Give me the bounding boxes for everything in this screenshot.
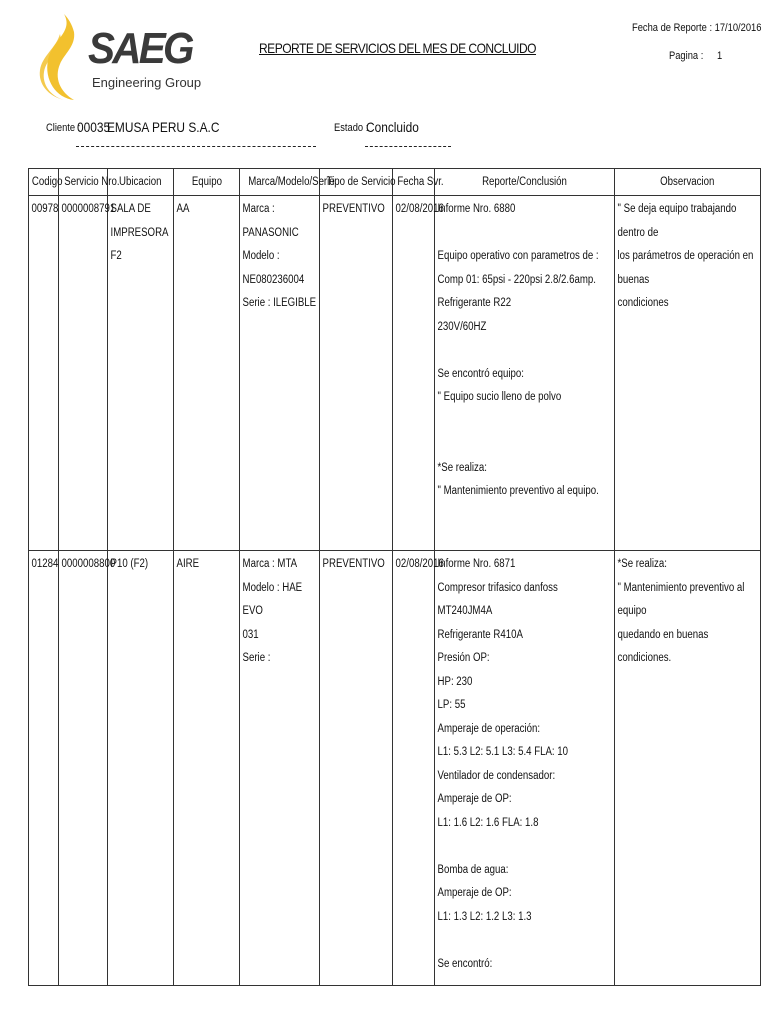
brand-tagline: Engineering Group: [92, 75, 202, 90]
page-label: Pagina :: [669, 50, 704, 62]
cell-marca: Marca : MTA Modelo : HAE EVO 031 Serie :: [240, 551, 320, 986]
column-header-fecha: Fecha Svr.: [393, 169, 435, 196]
brand-name: SAEG: [88, 24, 192, 73]
column-header-reporte: Reporte/Conclusión: [435, 169, 615, 196]
column-header-marca: Marca/Modelo/Serie: [240, 169, 320, 196]
cell-codigo: 01284: [29, 551, 59, 986]
report-date: Fecha de Reporte : 17/10/2016: [632, 22, 762, 34]
column-header-tipo: Tipo de Servicio: [320, 169, 393, 196]
column-header-observacion: Observacion: [615, 169, 761, 196]
cell-reporte: Informe Nro. 6871 Compresor trifasico danfoss MT240JM4A Refrigerante R410A Presión OP: HP: 230 LP: 55 Amperaje de operación: L1: 5.3 L2: 5.1 L3: 5.4 FLA: 10 Ventilador de condensador: Amperaje de OP: L1: 1.6 L2: 1.6 FLA: 1.8 Bomba de agua: Amperaje de OP: L1: 1.3 L2: 1.2 L3: 1.3 Se encontró:: [435, 551, 615, 986]
flame-logo-icon: [34, 12, 94, 104]
cell-servicio: 0000008791: [59, 196, 108, 551]
cell-tipo: PREVENTIVO: [320, 196, 393, 551]
client-name: EMUSA PERU S.A.C: [107, 119, 220, 135]
client-label: Cliente :: [46, 122, 81, 134]
cell-fecha: 02/08/2016: [393, 196, 435, 551]
cell-equipo: AIRE: [174, 551, 240, 986]
column-header-ubicacion: Ubicacion: [108, 169, 174, 196]
column-header-equipo: Equipo: [174, 169, 240, 196]
page-number: 1: [717, 50, 723, 62]
column-header-servicio: Servicio Nro.: [59, 169, 108, 196]
status-underline: [365, 146, 451, 147]
cell-ubicacion: SALA DE IMPRESORA F2: [108, 196, 174, 551]
table-row: [29, 551, 761, 986]
cell-codigo: 00978: [29, 196, 59, 551]
cell-reporte: Informe Nro. 6880 Equipo operativo con parametros de : Comp 01: 65psi - 220psi 2.8/2.6amp. Refrigerante R22 230V/60HZ Se encontró equipo: " Equipo sucio lleno de polvo *Se realiza: " Mantenimiento preventivo al equipo.: [435, 196, 615, 551]
cell-fecha: 02/08/2016: [393, 551, 435, 986]
cell-observacion: " Se deja equipo trabajando dentro de los parámetros de operación en buenas condiciones: [615, 196, 761, 551]
report-title: REPORTE DE SERVICIOS DEL MES DE CONCLUIDO: [259, 40, 537, 56]
status-label: Estado :: [334, 122, 369, 134]
services-table: [28, 168, 761, 986]
cell-ubicacion: P10 (F2): [108, 551, 174, 986]
cell-marca: Marca : PANASONIC Modelo : NE080236004 Serie : ILEGIBLE: [240, 196, 320, 551]
cell-observacion: *Se realiza: " Mantenimiento preventivo al equipo quedando en buenas condiciones.: [615, 551, 761, 986]
cell-equipo: AA: [174, 196, 240, 551]
cell-servicio: 0000008800: [59, 551, 108, 986]
client-underline: [76, 146, 316, 147]
status-value: Concluido: [366, 119, 419, 135]
client-code: 00035: [77, 119, 111, 135]
table-header-row: [29, 169, 761, 196]
cell-tipo: PREVENTIVO: [320, 551, 393, 986]
table-row: [29, 196, 761, 551]
column-header-codigo: Codigo: [29, 169, 59, 196]
